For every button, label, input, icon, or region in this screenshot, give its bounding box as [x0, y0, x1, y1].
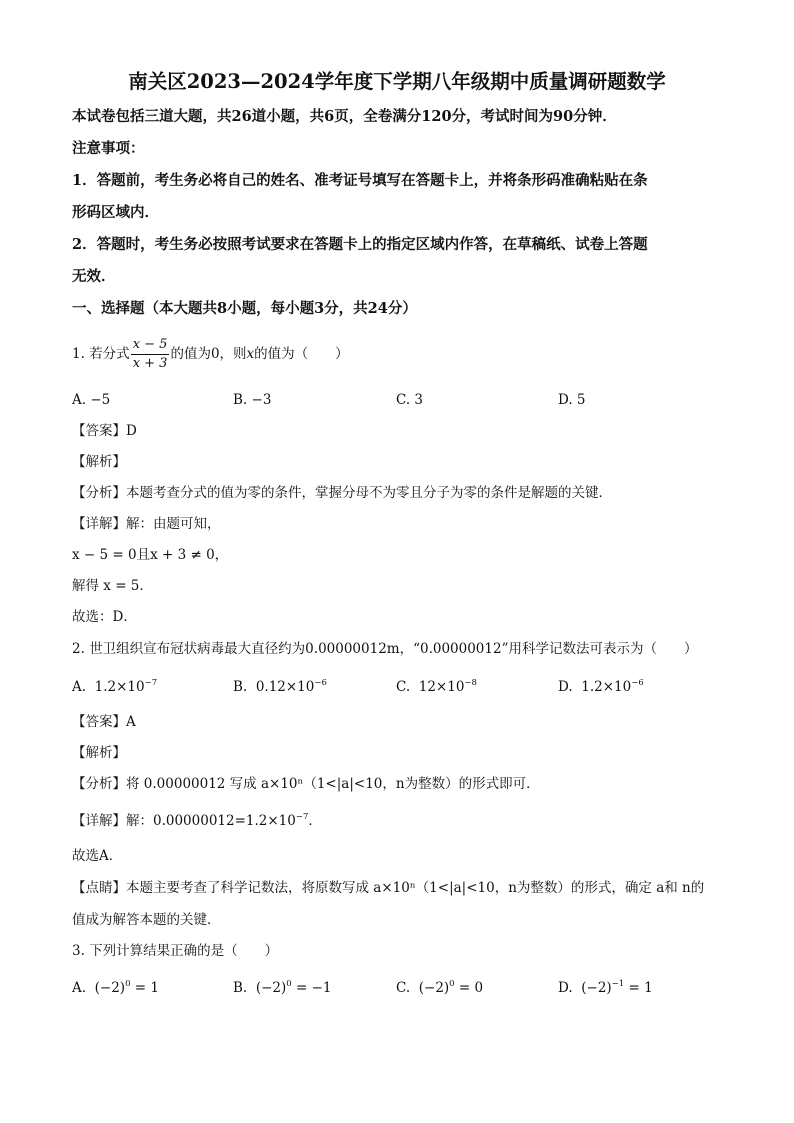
- q2-option-d: [558, 678, 644, 696]
- option-rest: = −1: [291, 980, 332, 996]
- q2-answer: [72, 713, 136, 731]
- q1-option-c: C. 3: [396, 392, 424, 408]
- option-label: C.: [396, 980, 411, 996]
- detail-end: ．: [308, 813, 322, 829]
- q2-detail: [72, 812, 322, 830]
- question-text: 下列计算结果正确的是（ ）: [89, 943, 279, 959]
- option-base: (−2): [94, 980, 126, 996]
- fraction-numerator: x − 5: [131, 336, 170, 355]
- option-base: 1.2×10: [94, 679, 145, 695]
- question-text: 的值为（ ）: [254, 346, 349, 362]
- question-2-stem: [72, 640, 697, 658]
- fenxi-text: 将 0.00000012 写成 a×10ⁿ（1<|a|<10，n为整数）的形式即可．: [126, 776, 540, 792]
- detail-exponent: −7: [295, 812, 309, 822]
- q1-step-1: x − 5 = 0且x + 3 ≠ 0，: [72, 547, 229, 563]
- option-rest: = 1: [130, 980, 159, 996]
- q2-choice: 故选A．: [72, 848, 123, 864]
- option-label: B.: [233, 980, 248, 996]
- answer-value: D: [126, 423, 137, 439]
- option-exponent: −6: [314, 678, 327, 688]
- option-rest: = 1: [624, 980, 653, 996]
- option-label: D.: [558, 679, 573, 695]
- fenxi-tag: 【分析】: [72, 485, 126, 501]
- detail-text: 解：0.00000012=1.2×10: [126, 813, 296, 829]
- note-2-line-2: 无效．: [72, 268, 116, 285]
- q1-option-a: A. −5: [72, 392, 111, 408]
- option-exponent: −7: [144, 678, 158, 688]
- option-base: 0.12×10: [255, 679, 315, 695]
- note-1-line-1: 1．答题前，考生务必将自己的姓名、准考证号填写在答题卡上，并将条形码准确粘贴在条: [72, 172, 648, 189]
- note-1-line-2: 形码区域内．: [72, 204, 159, 221]
- q1-analysis-tag: 【解析】: [72, 454, 126, 470]
- option-label: A.: [72, 980, 87, 996]
- q3-option-a: [72, 979, 159, 997]
- option-exponent: −1: [611, 979, 625, 989]
- q1-option-d: D. 5: [558, 392, 586, 408]
- option-label: A.: [72, 679, 87, 695]
- q2-option-b: [233, 678, 327, 696]
- note-2-line-1: 2．答题时，考生务必按照考试要求在答题卡上的指定区域内作答，在草稿纸、试卷上答题: [72, 236, 648, 253]
- q2-option-c: [396, 678, 477, 696]
- q2-dianjing-line-1: [72, 879, 704, 897]
- question-3-stem: [72, 942, 278, 960]
- fraction-denominator: x + 3: [132, 356, 168, 371]
- dianjing-text: 本题主要考查了科学记数法，将原数写成 a×10ⁿ（1<|a|<10，n为整数）的形式，确定 a和 n的: [126, 880, 705, 896]
- q1-detail: [72, 515, 221, 533]
- q2-option-a: [72, 678, 157, 696]
- q1-fenxi: [72, 484, 612, 502]
- dianjing-tag: 【点睛】: [72, 880, 126, 896]
- section-heading: 一、选择题（本大题共8小题，每小题3分，共24分）: [72, 300, 417, 317]
- fraction: [131, 336, 170, 373]
- question-text: 的值为0，则: [170, 346, 247, 362]
- q2-dianjing-line-2: 值成为解答本题的关键．: [72, 912, 221, 928]
- fenxi-tag: 【分析】: [72, 776, 126, 792]
- option-exponent: 0: [286, 979, 292, 989]
- q1-choice: 故选：D．: [72, 609, 137, 625]
- option-exponent: −6: [631, 678, 644, 688]
- question-1-stem: [72, 336, 349, 373]
- option-label: D.: [558, 980, 573, 996]
- answer-tag: 【答案】: [72, 423, 126, 439]
- option-exponent: −8: [464, 678, 477, 688]
- option-base: 12×10: [418, 679, 465, 695]
- answer-tag: 【答案】: [72, 714, 126, 730]
- option-label: C.: [396, 679, 411, 695]
- exam-intro: 本试卷包括三道大题，共26道小题，共6页，全卷满分120分，考试时间为90分钟．: [72, 108, 617, 125]
- question-text: 世卫组织宣布冠状病毒最大直径约为0.00000012m，“0.00000012”用科学记数法可表示为（ ）: [89, 641, 698, 657]
- option-base: (−2): [581, 980, 612, 996]
- q2-analysis-tag: 【解析】: [72, 745, 126, 761]
- detail-tag: 【详解】: [72, 813, 126, 829]
- q1-answer: [72, 422, 137, 440]
- option-exponent: 0: [125, 979, 131, 989]
- option-base: (−2): [255, 980, 287, 996]
- question-number: 2.: [72, 641, 85, 657]
- question-number: 1.: [72, 346, 85, 362]
- q3-option-c: [396, 979, 483, 997]
- fenxi-text: 本题考查分式的值为零的条件，掌握分母不为零且分子为零的条件是解题的关键．: [126, 485, 612, 501]
- q3-option-b: [233, 979, 331, 997]
- option-exponent: 0: [449, 979, 455, 989]
- question-text: 若分式: [89, 346, 130, 362]
- q1-option-b: B. −3: [233, 392, 272, 408]
- detail-text: 解：由题可知，: [126, 516, 221, 532]
- notes-heading: 注意事项：: [72, 140, 145, 157]
- detail-tag: 【详解】: [72, 516, 126, 532]
- question-number: 3.: [72, 943, 85, 959]
- q2-fenxi: [72, 775, 540, 793]
- q3-option-d: [558, 979, 653, 997]
- variable: x: [246, 346, 255, 362]
- option-base: 1.2×10: [581, 679, 632, 695]
- q1-step-2: 解得 x = 5．: [72, 578, 153, 594]
- answer-value: A: [126, 714, 136, 730]
- option-label: B.: [233, 679, 248, 695]
- option-base: (−2): [418, 980, 450, 996]
- exam-title: 南关区2023—2024学年度下学期八年级期中质量调研题数学: [128, 70, 666, 93]
- option-rest: = 0: [454, 980, 484, 996]
